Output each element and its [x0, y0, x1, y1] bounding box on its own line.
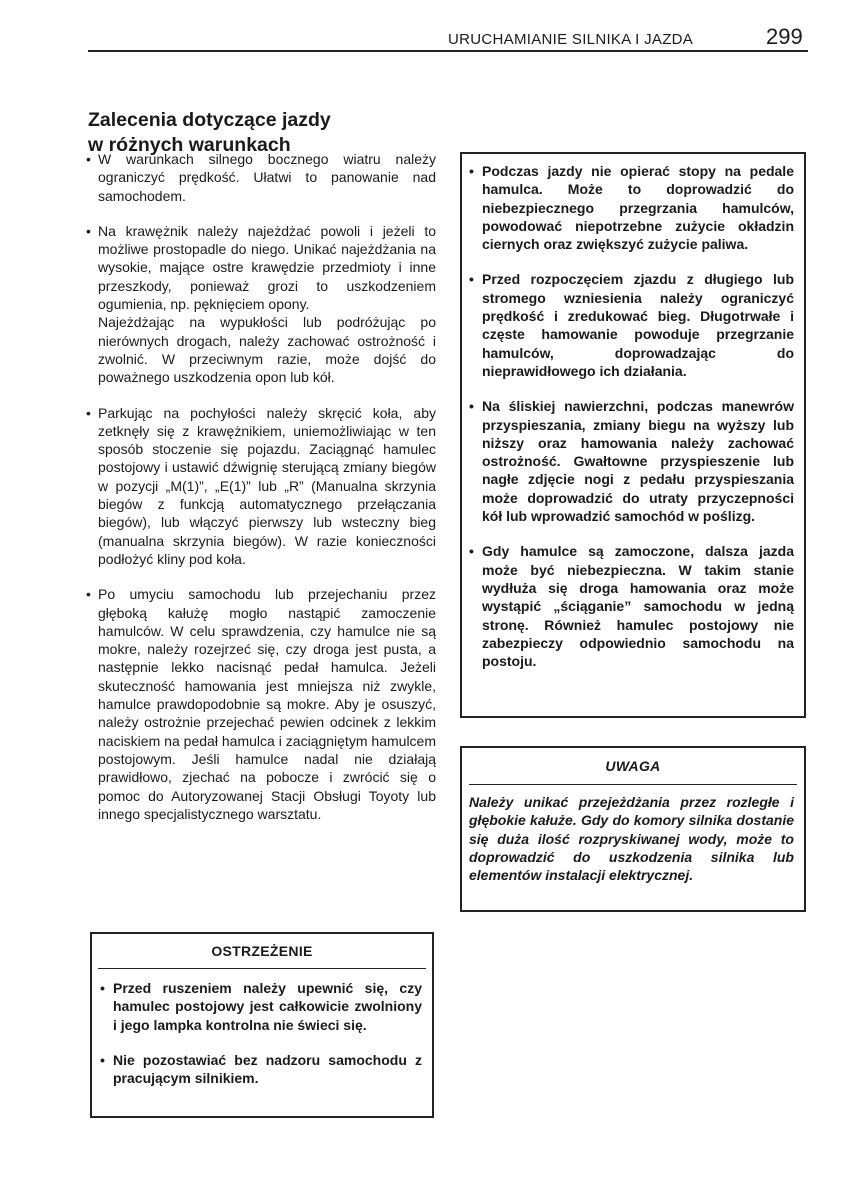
list-item [86, 222, 436, 387]
caution-item [469, 270, 794, 380]
bullet-icon: • [86, 404, 91, 421]
caution-item [469, 162, 794, 253]
paragraph: Na krawężnik należy najeżdżać powoli i jeżeli to możliwe prostopadle do niego. Unikać najeżdżania na wysokie, mające ostre krawędzie przedmioty i inne przeszkody, ponieważ grozi to uszkodzeniem ogumienia, np. pęknięciem opony. [98, 222, 436, 313]
list-item [86, 150, 436, 205]
list-item [86, 404, 436, 569]
warning-text: Przed ruszeniem należy upewnić się, czy hamulec postojowy jest całkowicie zwolniony i jego lampka kontrolna nie świeci się. [113, 980, 422, 1033]
caution-text: Na śliskiej nawierzchni, podczas manewrów przyspieszania, zmiany biegu na wyższy lub niższy oraz hamowania należy zachować ostrożność. Gwałtowne przyspieszenie lub nagłe zdjęcie nogi z pedału przyspieszania może doprowadzić do utraty przyczepności kół lub wprowadzić samochód w poślizg. [482, 398, 794, 525]
note-heading: UWAGA [469, 748, 797, 785]
note-text: Należy unikać przejeżdżania przez rozległe i głębokie kałuże. Gdy do komory silnika dostanie się duża ilość rozpryskiwanej wody, może to doprowadzić do uszkodzenia silnika lub elementów instalacji elektrycznej. [469, 794, 794, 884]
section-title-line-2: w różnych warunkach [88, 134, 291, 157]
bullet-icon: • [100, 980, 105, 996]
section-title-line-1: Zalecenia dotyczące jazdy [88, 109, 331, 132]
warning-box [90, 932, 434, 1118]
bullet-icon: • [86, 222, 91, 239]
bullet-icon: • [469, 543, 474, 560]
caution-text: Przed rozpoczęciem zjazdu z długiego lub stromego wzniesienia należy ograniczyć prędkość i zredukować bieg. Długotrwałe i częste hamowanie powoduje przegrzanie hamulców, doprowadzając do nieprawidłowego ich działania. [482, 271, 794, 379]
caution-body [462, 154, 804, 670]
bullet-icon: • [469, 271, 474, 288]
header-rule [88, 50, 808, 52]
caution-text: Podczas jazdy nie opierać stopy na pedale hamulca. Może to doprowadzić do niebezpiecznego przegrzania hamulców, powodować niepotrzebne zużycie okładzin ciernych oraz zwiększyć zużycie paliwa. [482, 163, 794, 253]
caution-item [469, 542, 794, 670]
header-title: URUCHAMIANIE SILNIKA I JAZDA [448, 31, 694, 48]
bullet-icon: • [86, 586, 91, 603]
warning-body [92, 969, 432, 1087]
warning-text: Nie pozostawiać bez nadzoru samochodu z pracującym silnikiem. [113, 1051, 422, 1087]
warning-item [100, 979, 422, 1034]
note-box [460, 746, 806, 912]
warning-heading: OSTRZEŻENIE [98, 934, 426, 969]
page-number: 299 [766, 24, 803, 49]
bullet-icon: • [469, 163, 474, 179]
caution-box [460, 152, 806, 718]
bullet-icon: • [100, 1051, 105, 1068]
caution-item [469, 397, 794, 525]
paragraph: W warunkach silnego bocznego wiatru należy ograniczyć prędkość. Ułatwi to panowanie nad samochodem. [98, 151, 436, 204]
list-item [86, 585, 436, 823]
caution-text: Gdy hamulce są zamoczone, dalsza jazda może być niebezpieczna. W takim stanie wydłuża się droga hamowania oraz może wystąpić „ściąganie” samochodu w jedną stronę. Również hamulec postojowy nie zabezpieczy odpowiednio samochodu na postoju. [482, 543, 794, 670]
bullet-icon: • [86, 151, 91, 167]
paragraph: Najeżdżając na wypukłości lub podróżując po nierównych drogach, należy zachować ostrożność i zwolnić. W przeciwnym razie, może dojść do poważnego uszkodzenia opon lub kół. [98, 314, 436, 386]
warning-item [100, 1051, 422, 1088]
left-column [86, 150, 436, 840]
paragraph: Po umyciu samochodu lub przejechaniu przez głęboką kałużę mogło nastąpić zamoczenie hamulców. W celu sprawdzenia, czy hamulce nie są mokre, należy rozejrzeć się, czy droga jest pusta, a następnie lekko nacisnąć pedał hamulca. Jeżeli skuteczność hamowania jest mniejsza niż zwykle, hamulce prawdopodobnie są mokre. Aby je osuszyć, należy ostrożnie przejechać pewien odcinek z lekkim naciskiem na pedał hamulca i zaciągniętym hamulcem postojowym. Jeśli hamulce nadal nie działają prawidłowo, zjechać na pobocze i zwrócić się o pomoc do Autoryzowanej Stacji Obsługi Toyoty lub innego specjalistycznego warsztatu. [98, 586, 436, 822]
paragraph: Parkując na pochyłości należy skręcić koła, aby zetknęły się z krawężnikiem, uniemożliwiając w ten sposób stoczenie się pojazdu. Zaciągnąć hamulec postojowy i ustawić dźwignię sterującą zmiany biegów w pozycji „M(1)”, „E(1)” lub „R” (Manualna skrzynia biegów z funkcją automatycznego przełączania biegów), lub włączyć pierwszy lub wsteczny bieg (manualna skrzynia biegów). W razie konieczności podłożyć kliny pod koła. [98, 404, 436, 567]
bullet-icon: • [469, 398, 474, 415]
